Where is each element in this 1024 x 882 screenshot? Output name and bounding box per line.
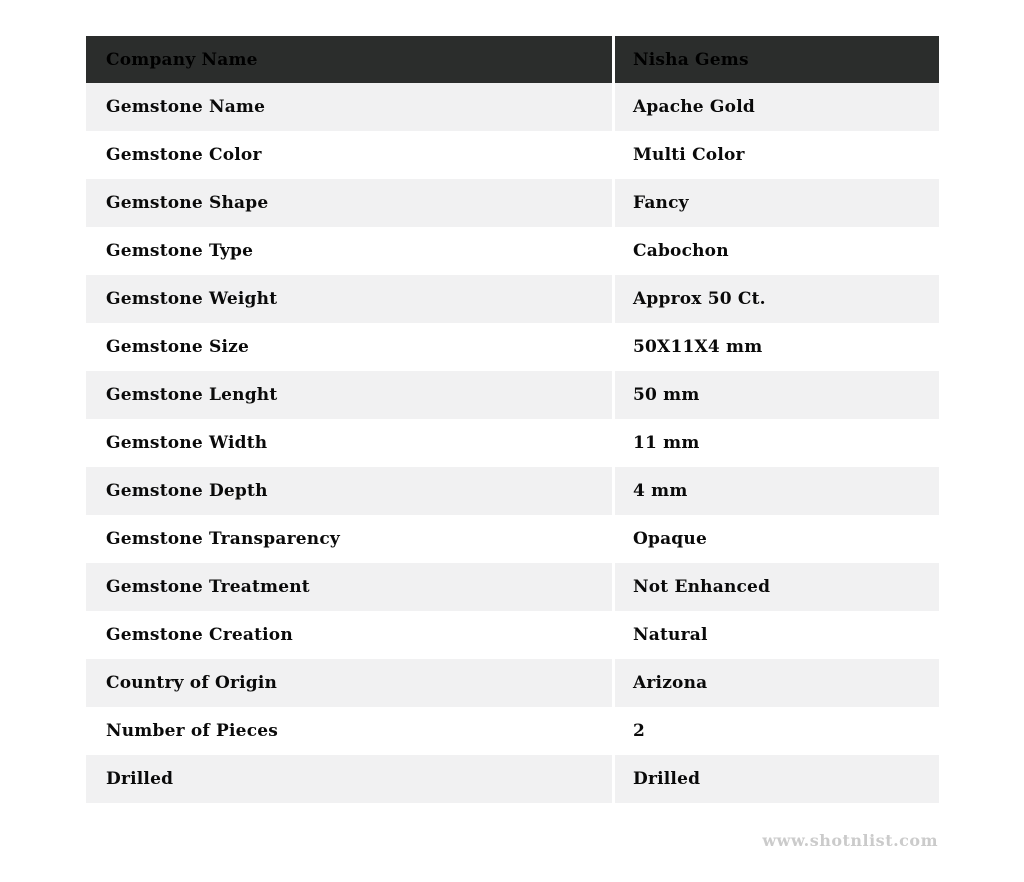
row-label: Drilled [86,755,612,803]
row-value: Opaque [615,515,939,563]
row-value: Multi Color [615,131,939,179]
row-label: Gemstone Depth [86,467,612,515]
row-value: 50X11X4 mm [615,323,939,371]
table-row [86,131,939,179]
row-value: Apache Gold [615,83,939,131]
row-label: Gemstone Treatment [86,563,612,611]
row-label: Country of Origin [86,659,612,707]
table-row [86,179,939,227]
table-row [86,707,939,755]
table-row [86,563,939,611]
row-value: Not Enhanced [615,563,939,611]
row-label: Gemstone Shape [86,179,612,227]
row-label: Gemstone Width [86,419,612,467]
watermark-text: www.shotnlist.com [762,831,938,850]
row-label: Gemstone Creation [86,611,612,659]
row-value: Cabochon [615,227,939,275]
header-company-value: Nisha Gems [615,36,939,83]
row-value: Arizona [615,659,939,707]
table-row [86,515,939,563]
row-value: Drilled [615,755,939,803]
gemstone-spec-table [86,36,939,803]
table-row [86,275,939,323]
table-row [86,419,939,467]
table-header-row [86,36,939,83]
row-label: Gemstone Name [86,83,612,131]
table-row [86,755,939,803]
table-row [86,659,939,707]
table-row [86,323,939,371]
row-label: Gemstone Size [86,323,612,371]
table-body [86,83,939,803]
row-value: Fancy [615,179,939,227]
row-value: 4 mm [615,467,939,515]
row-value: Natural [615,611,939,659]
row-value: Approx 50 Ct. [615,275,939,323]
table-row [86,371,939,419]
row-label: Gemstone Lenght [86,371,612,419]
row-label: Number of Pieces [86,707,612,755]
row-value: 2 [615,707,939,755]
row-value: 50 mm [615,371,939,419]
table-row [86,227,939,275]
row-label: Gemstone Type [86,227,612,275]
row-label: Gemstone Weight [86,275,612,323]
header-company-name: Company Name [86,36,612,83]
table-row [86,83,939,131]
table-row [86,611,939,659]
row-label: Gemstone Color [86,131,612,179]
row-label: Gemstone Transparency [86,515,612,563]
table-row [86,467,939,515]
row-value: 11 mm [615,419,939,467]
